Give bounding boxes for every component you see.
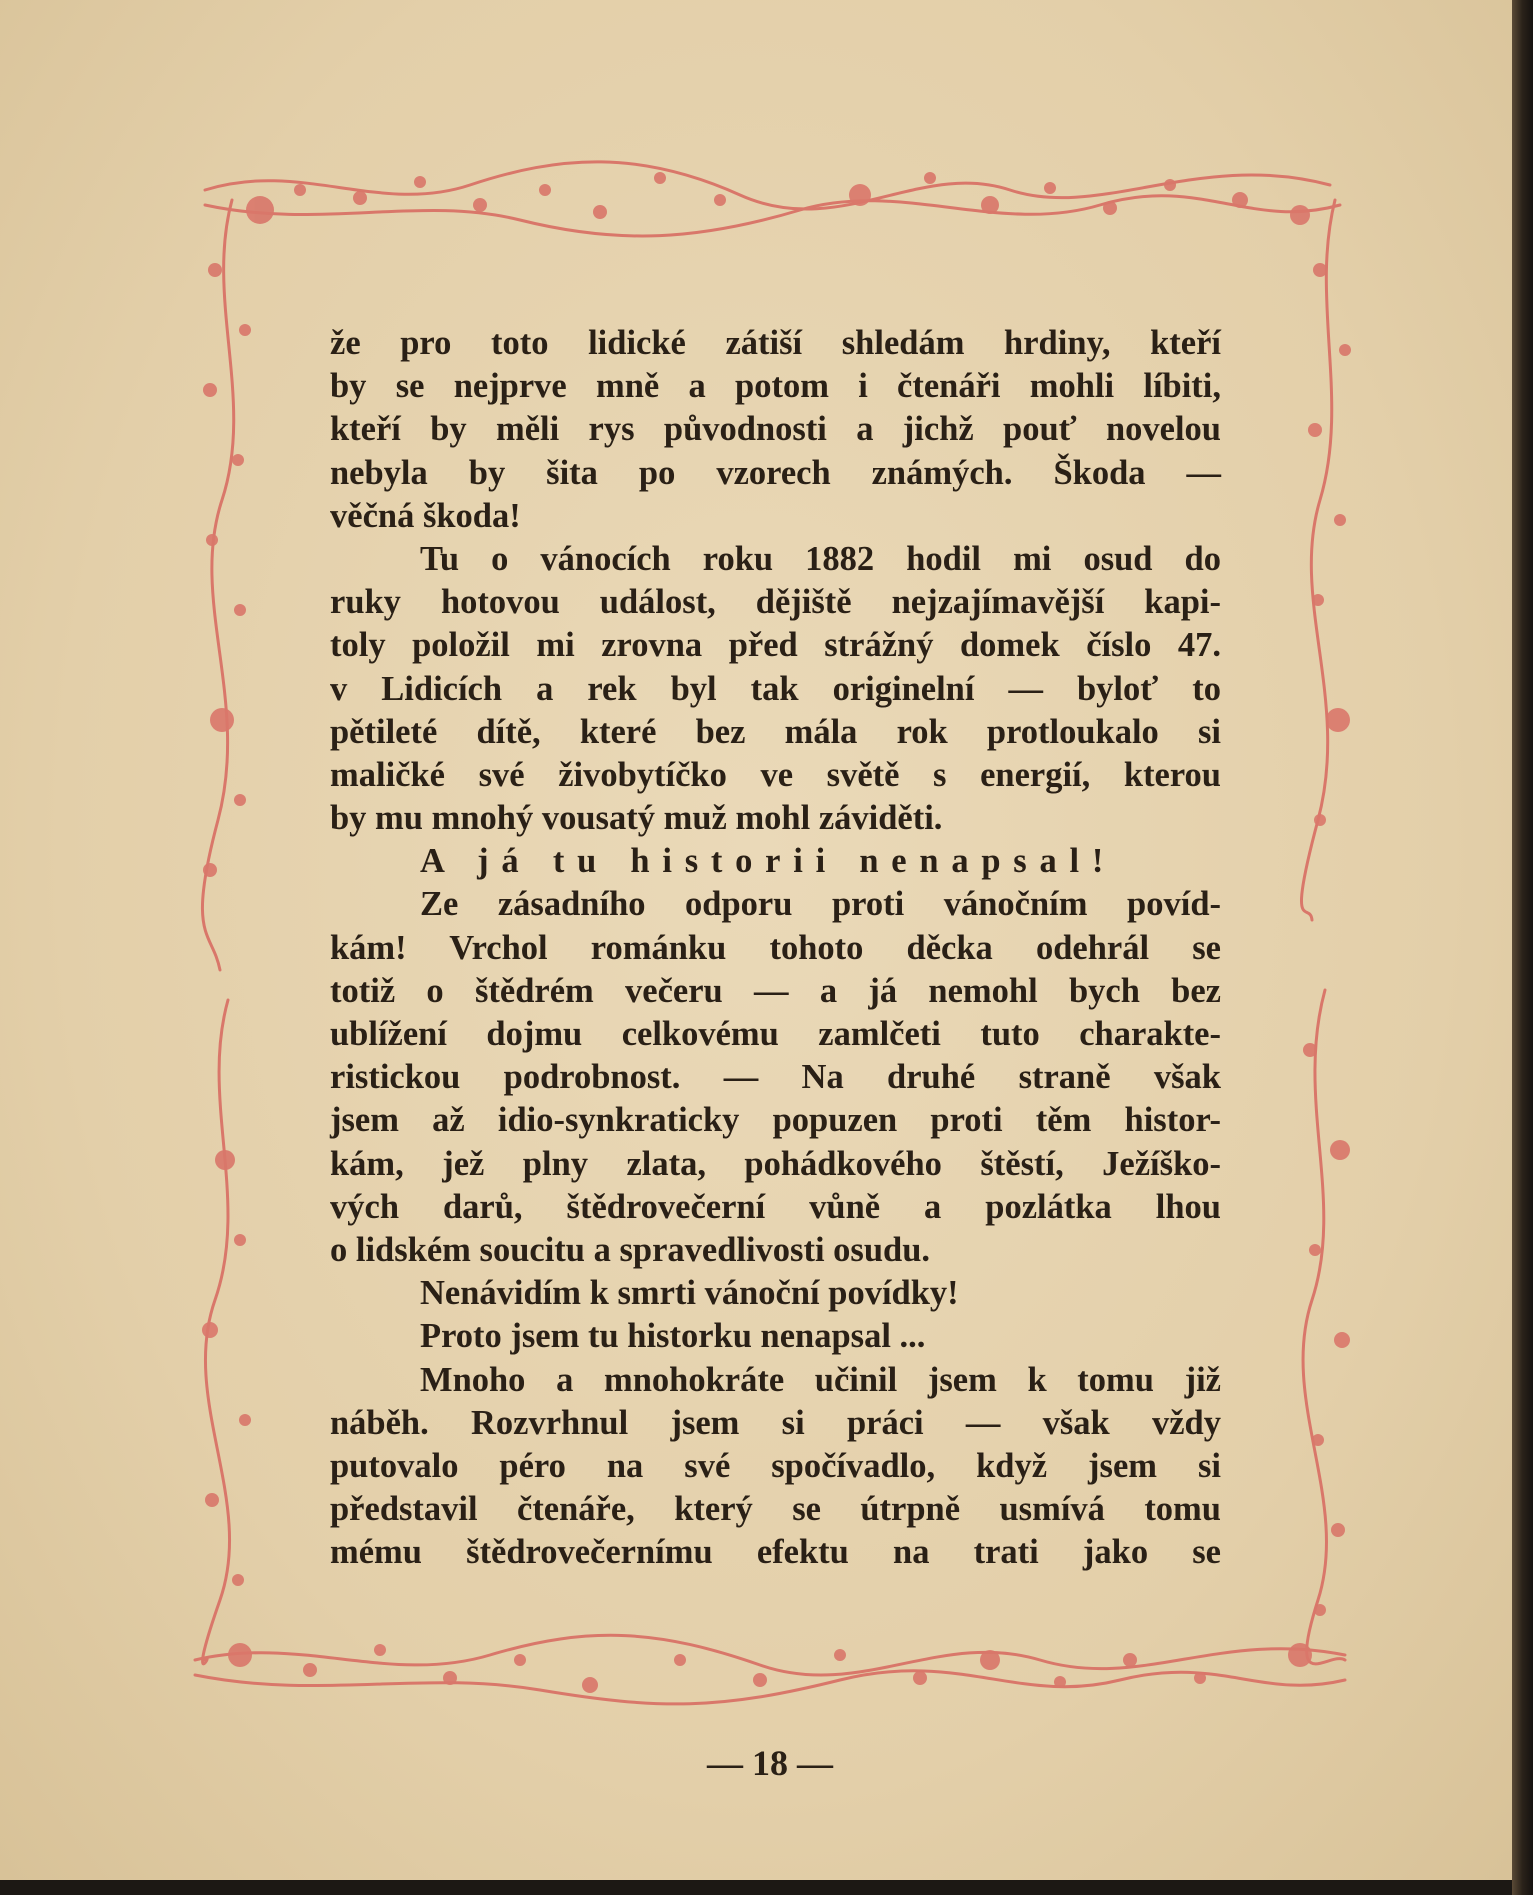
text-line: Nenávidím k smrti vánoční povídky! xyxy=(420,1274,959,1313)
text-line: že pro toto lidické zátiší shledám hrdiny, kteří xyxy=(330,324,1221,362)
text-line: nebyla by šita po vzorech známých. Škoda — xyxy=(330,453,1221,492)
body-text xyxy=(330,322,1221,1574)
text-line: Mnoho a mnohokráte učinil jsem k tomu již xyxy=(420,1360,1221,1399)
text-line: jsem až idio-synkraticky popuzen proti těm histor- xyxy=(330,1101,1221,1140)
text-line: věčná škoda! xyxy=(330,496,521,535)
text-line: by mu mnohý vousatý muž mohl záviděti. xyxy=(330,799,943,838)
text-line: ristickou podrobnost. — Na druhé straně však xyxy=(330,1058,1221,1097)
text-line: A já tu historii nenapsal! xyxy=(420,842,1117,881)
text-line: by se nejprve mně a potom i čtenáři mohli líbiti, xyxy=(330,367,1221,406)
text-line: kám, jež plny zlata, pohádkového štěstí, Ježíško- xyxy=(330,1144,1221,1183)
text-line: o lidském soucitu a spravedlivosti osudu. xyxy=(330,1230,931,1269)
text-line: pětileté dítě, které bez mála rok protloukalo si xyxy=(330,712,1221,751)
text-line: kám! Vrchol románku tohoto děcka odehrál se xyxy=(330,928,1221,967)
text-line: náběh. Rozvrhnul jsem si práci — však vždy xyxy=(330,1403,1221,1442)
text-line: toly položil mi zrovna před strážný domek číslo 47. xyxy=(330,626,1221,665)
text-line: představil čtenáře, který se útrpně usmívá tomu xyxy=(330,1490,1221,1529)
text-line: ruky hotovou událost, dějiště nejzajímavější kapi- xyxy=(330,583,1221,622)
text-line: maličké své živobytíčko ve světě s energií, kterou xyxy=(330,755,1221,794)
text-line: Ze zásadního odporu proti vánočním povíd- xyxy=(420,885,1221,924)
book-binding-edge xyxy=(1512,0,1533,1895)
text-line: mému štědrovečernímu efektu na trati jako se xyxy=(330,1533,1221,1572)
text-line: putovalo péro na své spočívadlo, když jsem si xyxy=(330,1446,1221,1485)
text-line: Proto jsem tu historku nenapsal ... xyxy=(420,1317,926,1356)
text-line: totiž o štědrém večeru — a já nemohl bych bez xyxy=(330,971,1221,1010)
text-line: vých darů, štědrovečerní vůně a pozlátka lhou xyxy=(330,1187,1221,1226)
text-line: Tu o vánocích roku 1882 hodil mi osud do xyxy=(420,539,1221,578)
text-line: v Lidicích a rek byl tak originelní — byloť to xyxy=(330,669,1221,708)
page-number: — 18 — xyxy=(707,1743,833,1783)
text-line: kteří by měli rys původnosti a jichž pouť novelou xyxy=(330,410,1221,449)
text-line: ublížení dojmu celkovému zamlčeti tuto charakte- xyxy=(330,1015,1221,1053)
